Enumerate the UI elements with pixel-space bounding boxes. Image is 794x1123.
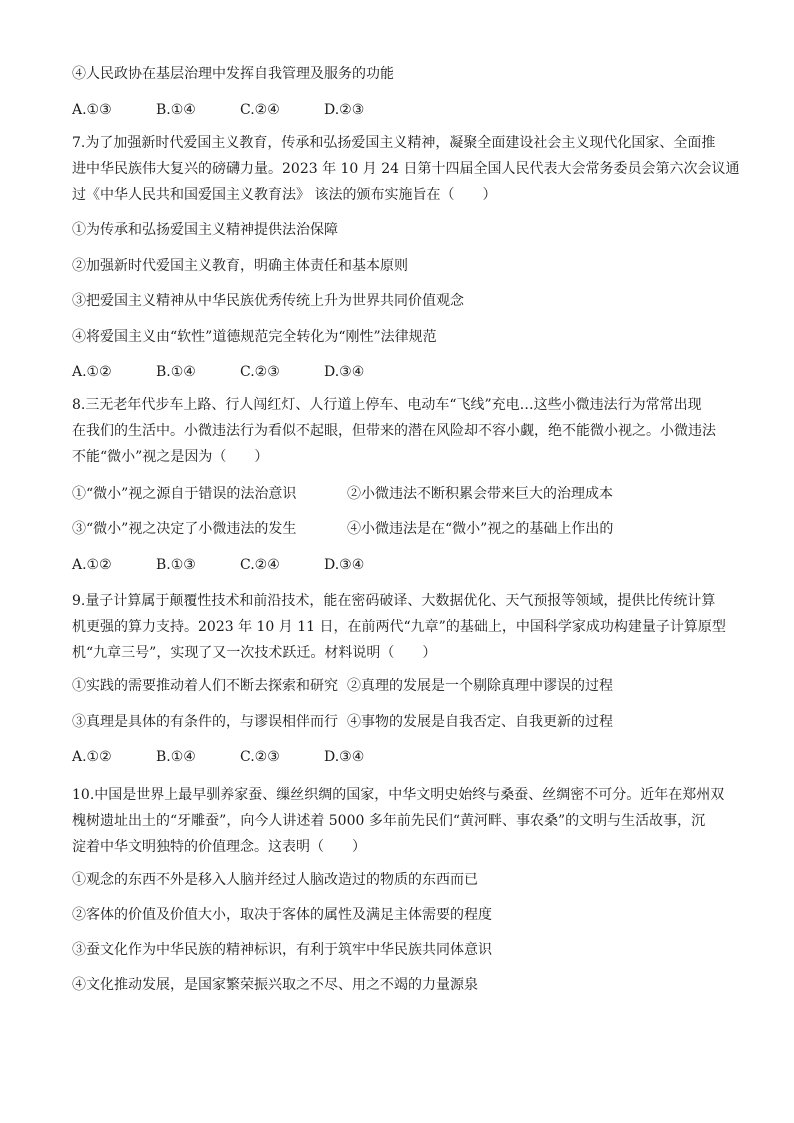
q9-option-3: ③真理是具体的有条件的，与谬误相伴而行 [72,714,338,730]
q9-options-row-1 [72,676,622,696]
q8-option-4: ④小微违法是在“微小”视之的基础上作出的 [347,521,614,537]
q7-answer-b: B.①④ [156,364,196,380]
q9-answer-b: B.①④ [156,749,196,765]
q10-option-4: ④文化推动发展，是国家繁荣振兴取之不尽、用之不竭的力量源泉 [72,977,478,993]
q9-stem-line: 机更强的算力支持。2023 年 10 月 11 日，在前两代“九章”的基础上，中国科学家成功构建量子计算原型 [72,619,726,635]
q8-option-2: ②小微违法不断积累会带来巨大的治理成本 [347,486,613,502]
q10-option-2: ②客体的价值及价值大小，取决于客体的属性及满足主体需要的程度 [72,907,492,923]
q7-stem-line: 进中华民族伟大复兴的磅礴力量。2023 年 10 月 24 日第十四届全国人民代表大会常务委员会第六次会议通 [72,161,740,177]
q10-stem [72,782,724,860]
q8-stem-line: 不能“微小”视之是因为（ ） [72,449,269,465]
q9-stem-line: 9.量子计算属于颠覆性技术和前沿技术，能在密码破译、大数据优化、天气预报等领域，提供比传统计算 [72,593,716,609]
q7-option-3: ③把爱国主义精神从中华民族优秀传统上升为世界共同价值观念 [72,293,464,309]
q9-option-4: ④事物的发展是自我否定、自我更新的过程 [347,714,613,730]
q9-answer-d: D.③④ [324,749,365,765]
q6-answer-a: A.①③ [72,102,112,118]
q9-answer-c: C.②③ [240,749,280,765]
q8-options-row-2 [72,519,622,539]
q6-answer-c: C.②④ [240,102,280,118]
q10-stem-line: 槐树遗址出土的“牙雕蚕”，向今人讲述着 5000 多年前先民们“黄河畔、事农桑”的文明与生活故事，沉 [72,813,706,829]
q7-answer-d: D.③④ [324,364,365,380]
q8-option-1: ①“微小”视之源自于错误的法治意识 [72,486,297,502]
q9-option-1: ①实践的需要推动着人们不断去探索和研究 [72,678,338,694]
q8-answer-b: B.①③ [156,557,196,573]
q6-option-4: ④人民政协在基层治理中发挥自我管理及服务的功能 [72,66,394,82]
q7-option-2: ②加强新时代爱国主义教育，明确主体责任和基本原则 [72,258,408,274]
q6-answer-choices [72,100,408,120]
q10-option-1: ①观念的东西不外是移入人脑并经过人脑改造过的物质的东西而已 [72,872,478,888]
q9-options-row-2 [72,712,622,732]
q6-answer-b: B.①④ [156,102,196,118]
q8-answer-a: A.①② [72,557,112,573]
q7-stem-line: 7.为了加强新时代爱国主义教育，传承和弘扬爱国主义精神，凝聚全面建设社会主义现代化国家、全面推 [72,135,716,151]
q7-stem [72,130,740,208]
q9-stem-line: 机“九章三号”，实现了又一次技术跃迁。材料说明（ ） [72,645,437,661]
q10-option-3: ③蚕文化作为中华民族的精神标识，有利于筑牢中华民族共同体意识 [72,942,492,958]
q7-answer-c: C.②③ [240,364,280,380]
q8-answer-choices [72,555,408,575]
q9-answer-choices [72,747,408,767]
q8-answer-d: D.③④ [324,557,365,573]
q10-stem-line: 淀着中华文明独特的价值理念。这表明（ ） [72,839,366,855]
q9-stem [72,588,724,666]
q8-options-row-1 [72,484,622,504]
q9-option-2: ②真理的发展是一个剔除真理中谬误的过程 [347,678,613,694]
q7-answer-a: A.①② [72,364,112,380]
q6-answer-d: D.②③ [324,102,365,118]
q8-answer-c: C.②④ [240,557,280,573]
q7-answer-choices [72,362,408,382]
q8-stem [72,392,724,470]
q8-stem-line: 在我们的生活中。小微违法行为看似不起眼，但带来的潜在风险却不容小觑，绝不能微小视之。小微违法 [72,423,716,439]
q10-stem-line: 10.中国是世界上最早驯养家蚕、缫丝织绸的国家，中华文明史始终与桑蚕、丝绸密不可分。近年在郑州双 [72,787,725,803]
q7-option-4: ④将爱国主义由“软性”道德规范完全转化为“刚性”法律规范 [72,329,437,345]
q8-option-3: ③“微小”视之决定了小微违法的发生 [72,521,297,537]
q7-stem-line: 过《中华人民共和国爱国主义教育法》 该法的颁布实施旨在（ ） [72,187,497,203]
q8-stem-line: 8.三无老年代步车上路、行人闯红灯、人行道上停车、电动车“飞线”充电…这些小微违法行为常常出现 [72,397,702,413]
q7-option-1: ①为传承和弘扬爱国主义精神提供法治保障 [72,222,338,238]
q9-answer-a: A.①② [72,749,112,765]
